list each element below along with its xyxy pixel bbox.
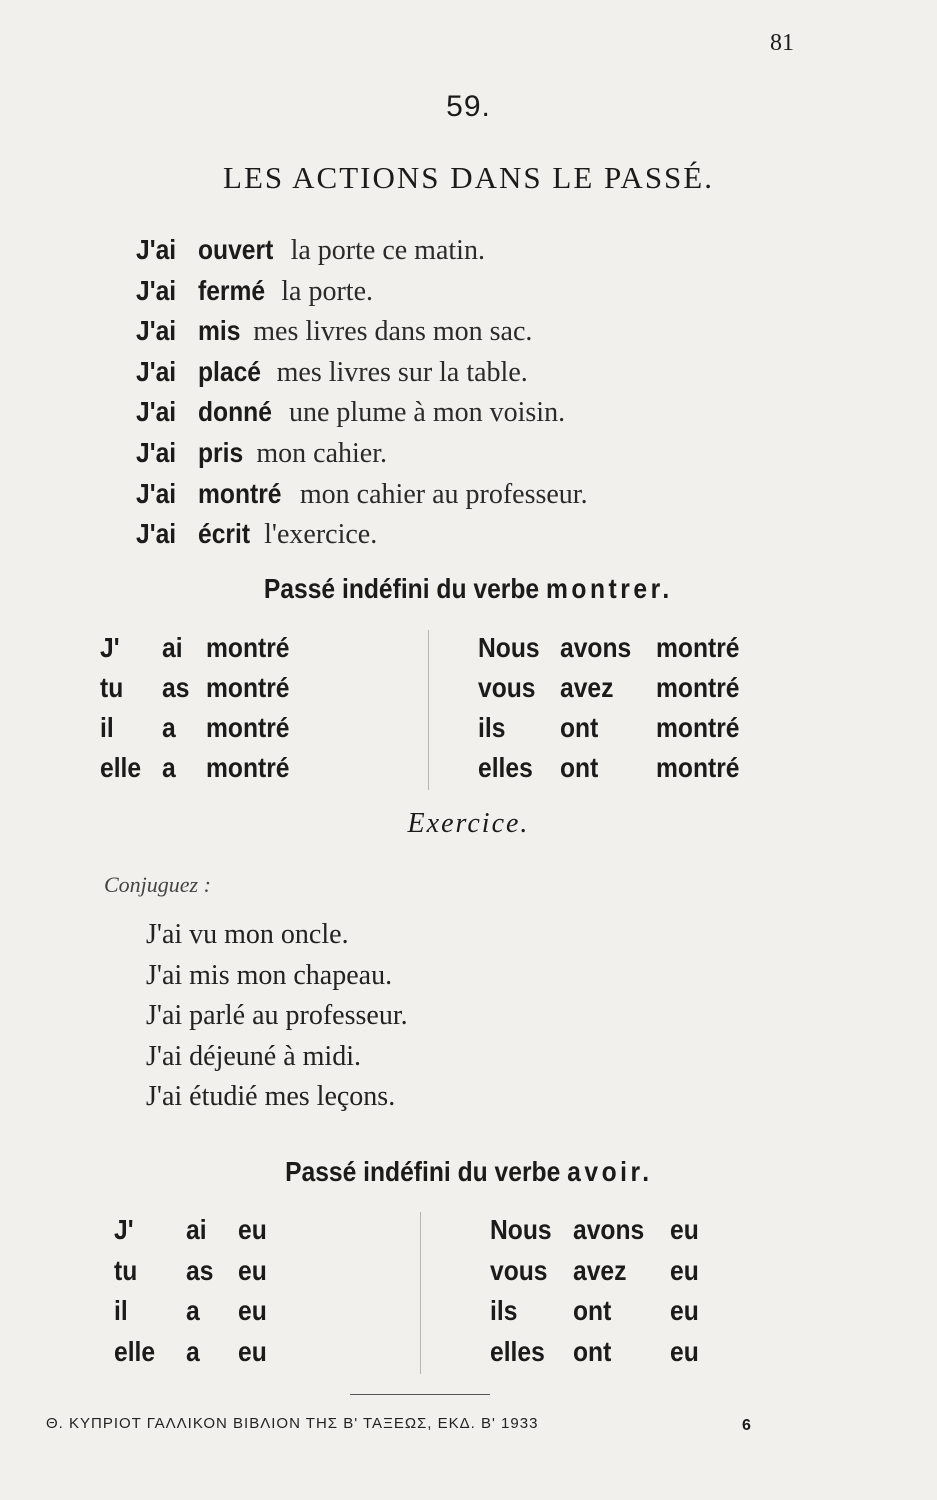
participle: montré	[206, 712, 290, 743]
participle: eu	[238, 1214, 267, 1245]
exercise-sentence: J'ai parlé au professeur.	[146, 1000, 408, 1031]
section-title-prefix: Passé indéfini du verbe	[284, 1156, 560, 1187]
sentence-verb: écrit	[198, 518, 251, 550]
sentence-subject: J'ai	[136, 234, 177, 265]
auxiliary: a	[186, 1295, 200, 1326]
participle: eu	[670, 1255, 699, 1286]
auxiliary: avez	[560, 672, 614, 703]
sentence-subject: J'ai	[136, 518, 177, 550]
section-title-prefix: Passé indéfini du verbe	[264, 573, 540, 604]
footer-imprint: Θ. ΚΥΠΡΙΟΤ ΓΑΛΛΙΚΟΝ ΒΙΒΛΙΟΝ ΤΗΣ Β' ΤΑΞΕΩΣ, ΕΚΔ. Β' 1933	[46, 1415, 539, 1432]
pronoun: ils	[478, 712, 506, 743]
auxiliary: a	[186, 1336, 200, 1367]
sentence	[136, 392, 588, 433]
pronoun: tu	[114, 1255, 138, 1286]
auxiliary: as	[186, 1255, 214, 1286]
sentence-verb: pris	[198, 436, 244, 468]
auxiliary: ai	[186, 1214, 207, 1245]
example-sentences	[136, 230, 588, 555]
sentence-verb: placé	[198, 355, 262, 387]
column-divider	[420, 1212, 421, 1374]
exercise-sentence: J'ai étudié mes leçons.	[146, 1081, 396, 1112]
sentence-rest: l'exercice.	[264, 519, 378, 551]
participle: montré	[206, 632, 290, 663]
sentence-verb: ouvert	[198, 234, 274, 265]
participle: montré	[656, 752, 740, 783]
participle: montré	[206, 672, 290, 703]
auxiliary: avez	[573, 1255, 627, 1286]
lesson-number: 59.	[446, 90, 491, 123]
pronoun: Nous	[478, 632, 540, 663]
sentence-subject: J'ai	[136, 274, 177, 306]
pronoun: il	[114, 1295, 128, 1326]
pronoun: elle	[114, 1336, 156, 1367]
pronoun: il	[100, 712, 114, 743]
auxiliary: ont	[560, 752, 599, 783]
pronoun: J'	[114, 1214, 134, 1245]
page-number: 81	[770, 30, 794, 56]
sentence-subject: J'ai	[136, 355, 177, 387]
auxiliary: ont	[573, 1295, 612, 1326]
section-title-verb: avoir.	[566, 1156, 653, 1187]
participle: montré	[656, 632, 740, 663]
sentence	[136, 271, 588, 312]
sentence-verb: donné	[198, 396, 272, 428]
auxiliary: a	[162, 712, 176, 743]
auxiliary: as	[162, 672, 190, 703]
participle: eu	[238, 1295, 267, 1326]
sentence-subject: J'ai	[136, 436, 177, 468]
exercise-title: Exercice.	[407, 808, 530, 839]
sentence-verb: montré	[198, 477, 282, 509]
participle: eu	[670, 1336, 699, 1367]
exercise-sentences	[146, 915, 408, 1118]
sentence-verb: mis	[198, 315, 241, 347]
pronoun: elles	[478, 752, 533, 783]
sentence-rest: une plume à mon voisin.	[289, 397, 566, 429]
auxiliary: avons	[560, 632, 632, 663]
pronoun: vous	[490, 1255, 548, 1286]
exercise-sentence: J'ai déjeuné à midi.	[146, 1040, 361, 1072]
auxiliary: ont	[560, 712, 599, 743]
exercise-sentence: J'ai mis mon chapeau.	[146, 959, 393, 991]
sentence-rest: la porte.	[281, 275, 374, 307]
sentence-rest: mon cahier au professeur.	[299, 478, 588, 510]
sentence-subject: J'ai	[136, 477, 177, 509]
participle: montré	[656, 712, 740, 743]
participle: eu	[238, 1336, 267, 1367]
sentence-subject: J'ai	[136, 315, 177, 347]
footer-rule	[350, 1394, 490, 1395]
sentence	[136, 230, 588, 271]
auxiliary: ai	[162, 632, 183, 663]
pronoun: elle	[100, 752, 142, 783]
participle: montré	[206, 752, 290, 783]
sentence-rest: mon cahier.	[256, 437, 387, 469]
pronoun: J'	[100, 632, 120, 663]
sentence-rest: la porte ce matin.	[290, 235, 485, 266]
section-title-verb: montrer.	[546, 573, 673, 604]
sentence	[136, 352, 588, 393]
sentence	[136, 514, 588, 555]
sentence	[136, 311, 588, 352]
sentence-rest: mes livres sur la table.	[276, 356, 528, 388]
lesson-title: LES ACTIONS DANS LE PASSÉ.	[223, 160, 714, 195]
auxiliary: a	[162, 752, 176, 783]
pronoun: Nous	[490, 1214, 552, 1245]
pronoun: tu	[100, 672, 124, 703]
section-title-montrer	[0, 573, 937, 605]
sentence-subject: J'ai	[136, 396, 177, 428]
pronoun: vous	[478, 672, 536, 703]
sentence	[136, 474, 588, 515]
participle: eu	[238, 1255, 267, 1286]
footer-sheet-number: 6	[742, 1417, 751, 1434]
participle: eu	[670, 1295, 699, 1326]
auxiliary: ont	[573, 1336, 612, 1367]
exercise-sentence: J'ai vu mon oncle.	[146, 919, 349, 950]
conjuguez-label: Conjuguez :	[104, 872, 211, 897]
column-divider	[428, 630, 429, 790]
sentence-verb: fermé	[198, 274, 266, 306]
participle: eu	[670, 1214, 699, 1245]
pronoun: elles	[490, 1336, 545, 1367]
sentence-rest: mes livres dans mon sac.	[253, 316, 533, 348]
auxiliary: avons	[573, 1214, 645, 1245]
section-title-avoir	[0, 1156, 937, 1188]
pronoun: ils	[490, 1295, 518, 1326]
sentence	[136, 433, 588, 474]
participle: montré	[656, 672, 740, 703]
